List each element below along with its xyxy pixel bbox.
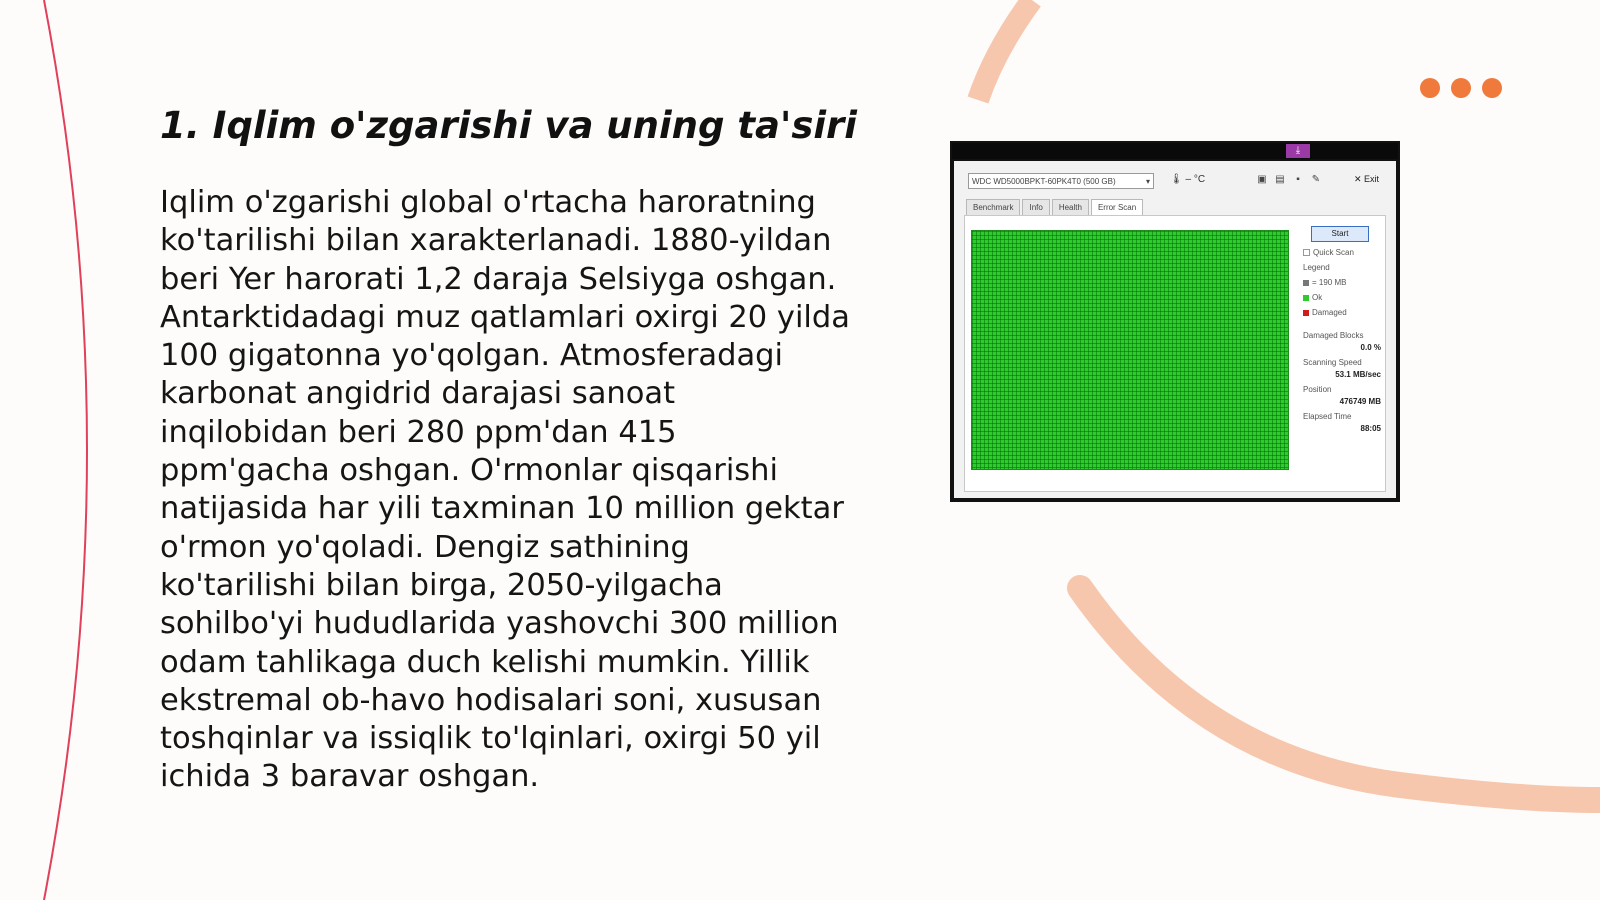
menu-dots <box>1420 78 1502 98</box>
scan-side-panel <box>1303 226 1385 433</box>
dot-icon <box>1420 78 1440 98</box>
copy-text-icon: ▤ <box>1275 174 1285 185</box>
scanning-speed-value: 53.1 MB/sec <box>1335 370 1381 379</box>
exit-button: ✕ Exit <box>1354 174 1380 184</box>
disk-scan-screenshot <box>950 141 1400 502</box>
screenshot-toolbar <box>964 173 1386 191</box>
drive-select <box>968 173 1154 189</box>
screenshot-window <box>954 161 1396 498</box>
dot-icon <box>1482 78 1502 98</box>
legend-block-size <box>1303 278 1385 287</box>
slide-body-text: Iqlim o'zgarishi global o'rtacha haroratning ko'tarilishi bilan xarakterlanadi. 1880-yildan beri Yer harorati 1,2 daraja Selsiyga oshgan. Antarktidadagi muz qatlamlari oxirgi 20 yilda 100 gigatonna yo'qolgan. Atmosferadagi karbonat angidrid darajasi sanoat inqilobidan beri 280 ppm'dan 415 ppm'gacha oshgan. O'rmonlar qisqarishi natijasida har yili taxminan 10 million gektar o'rmon yo'qoladi. Dengiz sathining ko'tarilishi bilan birga, 2050-yilgacha sohilbo'yi hududlarida yashovchi 300 million odam tahlikaga duch kelishi mumkin. Yillik ekstremal ob-havo hodisalari soni, xususan toshqinlar va issiqlik to'lqinlari, oxirgi 50 yil ichida 3 baravar oshgan. <box>160 185 850 795</box>
scan-block-grid <box>971 230 1289 470</box>
tab-error-scan: Error Scan <box>1091 199 1143 216</box>
bottom-orange-arc <box>1080 588 1600 800</box>
tab-benchmark: Benchmark <box>966 199 1020 216</box>
legend-block-text: = 190 MB <box>1312 278 1347 287</box>
elapsed-time-value: 88:05 <box>1360 424 1381 433</box>
quick-scan-label: Quick Scan <box>1313 248 1354 257</box>
legend-ok <box>1303 293 1385 302</box>
temperature-value: – °C <box>1185 174 1206 185</box>
left-red-curve <box>44 0 87 900</box>
tab-info: Info <box>1022 199 1049 216</box>
chevron-down-icon: ▾ <box>1145 177 1150 186</box>
dot-icon <box>1451 78 1471 98</box>
download-icon: ⤓ <box>1286 144 1310 158</box>
error-scan-panel <box>964 215 1386 492</box>
toolbar-icons <box>1256 174 1322 186</box>
legend-ok-text: Ok <box>1312 293 1323 302</box>
legend-damaged <box>1303 308 1385 317</box>
position-label: Position <box>1303 385 1332 394</box>
exit-label: Exit <box>1364 174 1380 184</box>
drive-select-value: WDC WD5000BPKT-60PK4T0 (500 GB) <box>972 177 1116 186</box>
position-value: 476749 MB <box>1339 397 1381 406</box>
screenshot-tabs <box>966 199 1143 216</box>
tab-health: Health <box>1052 199 1089 216</box>
legend-damaged-text: Damaged <box>1312 308 1347 317</box>
top-orange-arc <box>978 0 1032 100</box>
screenshot-titlebar <box>952 143 1398 159</box>
options-icon: ✎ <box>1311 174 1321 185</box>
elapsed-time-label: Elapsed Time <box>1303 412 1352 421</box>
copy-icon: ▣ <box>1257 174 1267 185</box>
temperature-readout: 🌡 – °C <box>1170 174 1206 185</box>
legend-label: Legend <box>1303 263 1330 272</box>
scanning-speed-label: Scanning Speed <box>1303 358 1362 367</box>
quick-scan-checkbox <box>1303 248 1385 257</box>
damaged-blocks-value: 0.0 % <box>1360 343 1381 352</box>
save-icon: ▪ <box>1296 174 1300 185</box>
slide-title: 1. Iqlim o'zgarishi va uning ta'siri <box>160 104 857 147</box>
damaged-blocks-label: Damaged Blocks <box>1303 331 1364 340</box>
start-button: Start <box>1311 226 1369 242</box>
